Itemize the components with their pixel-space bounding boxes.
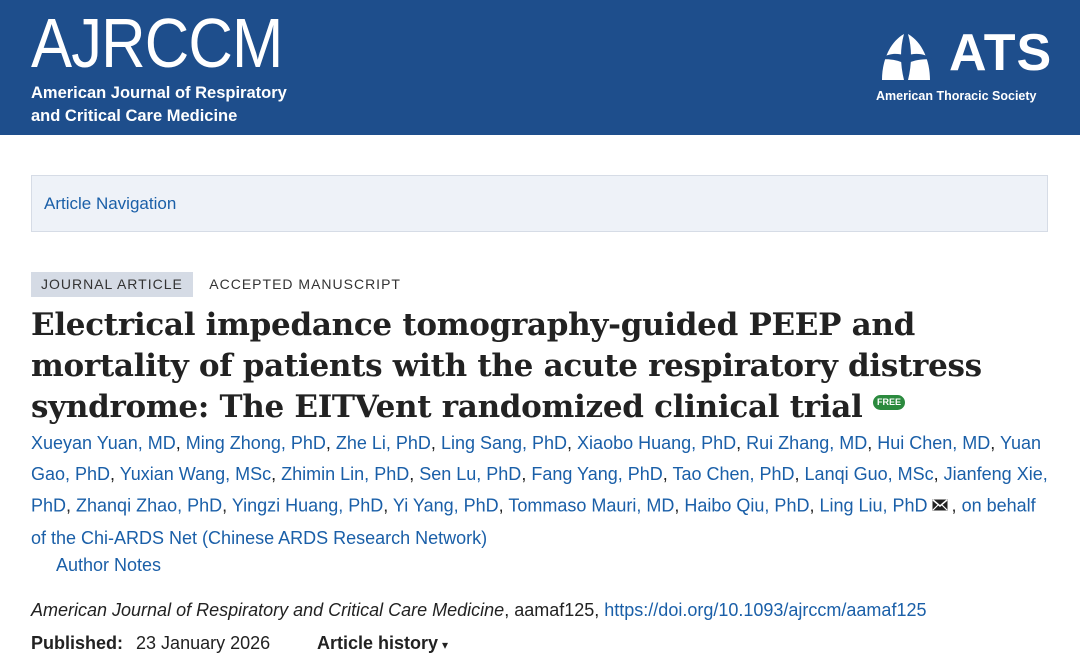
author-link[interactable]: Lanqi Guo, MSc: [804, 464, 934, 484]
manuscript-status-badge: ACCEPTED MANUSCRIPT: [209, 276, 401, 292]
citation-article-id: , aamaf125,: [504, 600, 605, 620]
journal-full-name: [31, 82, 287, 128]
author-link[interactable]: Zhe Li, PhD: [335, 433, 431, 453]
journal-logo[interactable]: AJRCCM: [31, 4, 283, 82]
article-badges: [31, 272, 401, 297]
author-link[interactable]: Yuxian Wang, MSc: [119, 464, 272, 484]
article-history-label: Article history: [317, 633, 439, 653]
site-header: [0, 0, 1080, 135]
envelope-icon[interactable]: [932, 490, 948, 521]
citation-line: [31, 600, 926, 621]
citation-journal: American Journal of Respiratory and Critical Care Medicine: [31, 600, 505, 620]
journal-name-line2: and Critical Care Medicine: [31, 107, 238, 125]
article-navigation-link[interactable]: Article Navigation: [44, 194, 177, 213]
author-link[interactable]: Sen Lu, PhD: [419, 464, 522, 484]
article-history-toggle[interactable]: [317, 633, 448, 654]
author-link-corresponding[interactable]: Ling Liu, PhD: [819, 495, 928, 516]
published-date: 23 January 2026: [136, 633, 271, 653]
chevron-down-icon: ▾: [442, 638, 449, 652]
author-list: Xueyan Yuan, MD, Ming Zhong, PhD, Zhe Li, PhD, Ling Sang, PhD, Xiaobo Huang, PhD, Rui Zhang, MD, Hui Chen, MD, Yuan Gao, PhD, Yuxian Wang, MSc, Zhimin Lin, PhD, Sen Lu, PhD, Fang Yang, PhD, Tao Chen, PhD, Lanqi Guo, MSc, Jianfeng Xie, PhD, Zhanqi Zhao, PhD, Yingzi Huang, PhD, Yi Yang, PhD, Tommaso Mauri, MD, Haibo Qiu, PhD, Ling Liu, PhD , on behalf of the Chi-ARDS Net (Chinese ARDS Research Network): [31, 433, 1048, 548]
author-link[interactable]: Xueyan Yuan, MD: [31, 433, 176, 453]
author-link[interactable]: Jianfeng Xie, PhD: [31, 464, 1048, 516]
author-link[interactable]: Haibo Qiu, PhD: [684, 495, 810, 516]
ats-logo-text: ATS: [949, 24, 1053, 82]
author-link[interactable]: Yi Yang, PhD: [392, 495, 499, 516]
article-title-text: Electrical impedance tomography-guided PEEP and mortality of patients with the acute respiratory distress syndrome: The EITVent randomized clinical trial: [31, 307, 982, 425]
author-link[interactable]: Xiaobo Huang, PhD: [577, 433, 737, 453]
published-line: [31, 633, 270, 654]
author-link[interactable]: Zhimin Lin, PhD: [281, 464, 410, 484]
author-link[interactable]: Yuan Gao, PhD: [31, 433, 1042, 484]
author-link[interactable]: Yingzi Huang, PhD: [231, 495, 384, 516]
author-link[interactable]: Zhanqi Zhao, PhD: [76, 495, 223, 516]
author-link[interactable]: Tao Chen, PhD: [672, 464, 795, 484]
group-author-link[interactable]: on behalf of the Chi-ARDS Net (Chinese ARDS Research Network): [31, 495, 1036, 548]
journal-name-line1: American Journal of Respiratory: [31, 84, 287, 102]
article-navigation-panel: [31, 175, 1048, 232]
author-link[interactable]: Tommaso Mauri, MD: [508, 495, 675, 516]
doi-link[interactable]: https://doi.org/10.1093/ajrccm/aamaf125: [604, 600, 927, 620]
society-logo[interactable]: [876, 24, 1053, 107]
author-notes-link[interactable]: Author Notes: [56, 555, 162, 575]
ats-lung-mark-icon: [876, 30, 936, 87]
free-access-badge: FREE: [873, 395, 905, 410]
published-label: Published:: [31, 633, 124, 653]
author-link[interactable]: Ling Sang, PhD: [440, 433, 568, 453]
author-link[interactable]: Fang Yang, PhD: [531, 464, 663, 484]
society-name: American Thoracic Society: [876, 89, 1037, 103]
author-link[interactable]: Rui Zhang, MD: [746, 433, 868, 453]
author-link[interactable]: Hui Chen, MD: [877, 433, 991, 453]
article-type-badge: JOURNAL ARTICLE: [31, 272, 193, 297]
article-title: [31, 305, 1061, 428]
author-link[interactable]: Ming Zhong, PhD: [185, 433, 326, 453]
